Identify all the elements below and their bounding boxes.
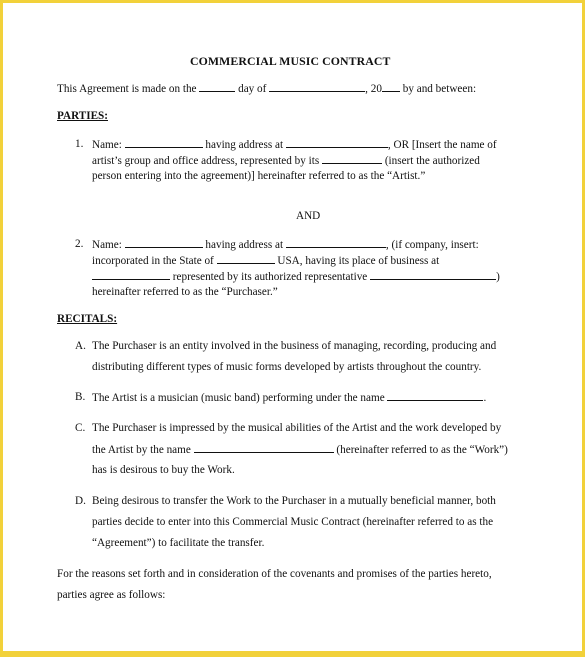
party1-address-blank bbox=[286, 138, 388, 148]
intro-text: day of bbox=[238, 83, 267, 95]
parties-heading: PARTIES: bbox=[57, 110, 108, 122]
party2-text: , (if company, insert: bbox=[385, 239, 479, 251]
party1-line1 bbox=[92, 138, 497, 151]
party1-name-label: Name: bbox=[92, 139, 122, 151]
recital-d-line3: “Agreement”) to facilitate the transfer. bbox=[92, 537, 265, 549]
party2-number: 2. bbox=[75, 238, 84, 250]
party2-text: ) bbox=[496, 271, 500, 283]
recital-c-line2 bbox=[92, 443, 508, 456]
recital-a-label: A. bbox=[75, 340, 86, 352]
band-name-blank bbox=[387, 391, 483, 401]
recital-b-text: The Artist is a musician (music band) performing under the name bbox=[92, 392, 385, 404]
recital-b-label: B. bbox=[75, 391, 86, 403]
closing-line1: For the reasons set forth and in consideration of the covenants and promises of the parties hereto, bbox=[57, 568, 492, 580]
party2-line3 bbox=[92, 270, 500, 283]
recital-d-line2: parties decide to enter into this Commercial Music Contract (hereinafter referred to as the bbox=[92, 516, 494, 528]
party1-text: , OR [Insert the name of bbox=[387, 139, 497, 151]
party2-name-blank bbox=[125, 238, 203, 248]
document-title: COMMERCIAL MUSIC CONTRACT bbox=[190, 54, 391, 68]
closing-line2: parties agree as follows: bbox=[57, 589, 166, 601]
party2-text: represented by its authorized representative bbox=[172, 271, 368, 283]
work-name-blank bbox=[194, 443, 334, 453]
party1-number: 1. bbox=[75, 138, 84, 150]
party2-line4: hereinafter referred to as the “Purchaser.” bbox=[92, 286, 278, 298]
intro-line bbox=[57, 82, 476, 95]
recital-d-line1: Being desirous to transfer the Work to the Purchaser in a mutually beneficial manner, both bbox=[92, 495, 496, 507]
party2-business-blank bbox=[92, 270, 170, 280]
party2-representative-blank bbox=[370, 270, 496, 280]
party1-line3: person entering into the agreement)] hereinafter referred to as the “Artist.” bbox=[92, 170, 426, 182]
intro-text: This Agreement is made on the bbox=[57, 83, 197, 95]
year-blank bbox=[382, 82, 400, 92]
party2-line1 bbox=[92, 238, 479, 251]
recital-a-line2: distributing different types of music forms developed by artists throughout the country. bbox=[92, 361, 482, 373]
recital-c-text: the Artist by the name bbox=[92, 444, 191, 456]
intro-text: , 20 bbox=[365, 83, 382, 95]
intro-text: by and between: bbox=[402, 83, 477, 95]
recital-b-line1 bbox=[92, 391, 486, 404]
party2-text: USA, having its place of business at bbox=[277, 255, 440, 267]
party1-address-label: having address at bbox=[205, 139, 284, 151]
recital-a-line1: The Purchaser is an entity involved in the business of managing, recording, producing and bbox=[92, 340, 497, 352]
recital-c-text: (hereinafter referred to as the “Work”) bbox=[336, 444, 508, 456]
month-blank bbox=[269, 82, 365, 92]
party1-text: artist’s group and office address, represented by its bbox=[92, 155, 320, 167]
party2-text: incorporated in the State of bbox=[92, 255, 214, 267]
party2-line2 bbox=[92, 254, 439, 267]
day-blank bbox=[199, 82, 235, 92]
recital-d-label: D. bbox=[75, 495, 86, 507]
recital-b-text: . bbox=[483, 392, 487, 404]
party2-address-label: having address at bbox=[205, 239, 284, 251]
party1-representative-blank bbox=[322, 154, 382, 164]
party2-state-blank bbox=[217, 254, 275, 264]
recital-c-label: C. bbox=[75, 422, 86, 434]
and-separator: AND bbox=[296, 210, 321, 222]
party1-line2 bbox=[92, 154, 480, 167]
recital-c-line1: The Purchaser is impressed by the musical abilities of the Artist and the work developed by bbox=[92, 422, 502, 434]
party1-text: (insert the authorized bbox=[384, 155, 480, 167]
recitals-heading: RECITALS: bbox=[57, 313, 118, 325]
party2-address-blank bbox=[286, 238, 386, 248]
party1-name-blank bbox=[125, 138, 203, 148]
party2-name-label: Name: bbox=[92, 239, 122, 251]
recital-c-line3: has is desirous to buy the Work. bbox=[92, 464, 235, 476]
